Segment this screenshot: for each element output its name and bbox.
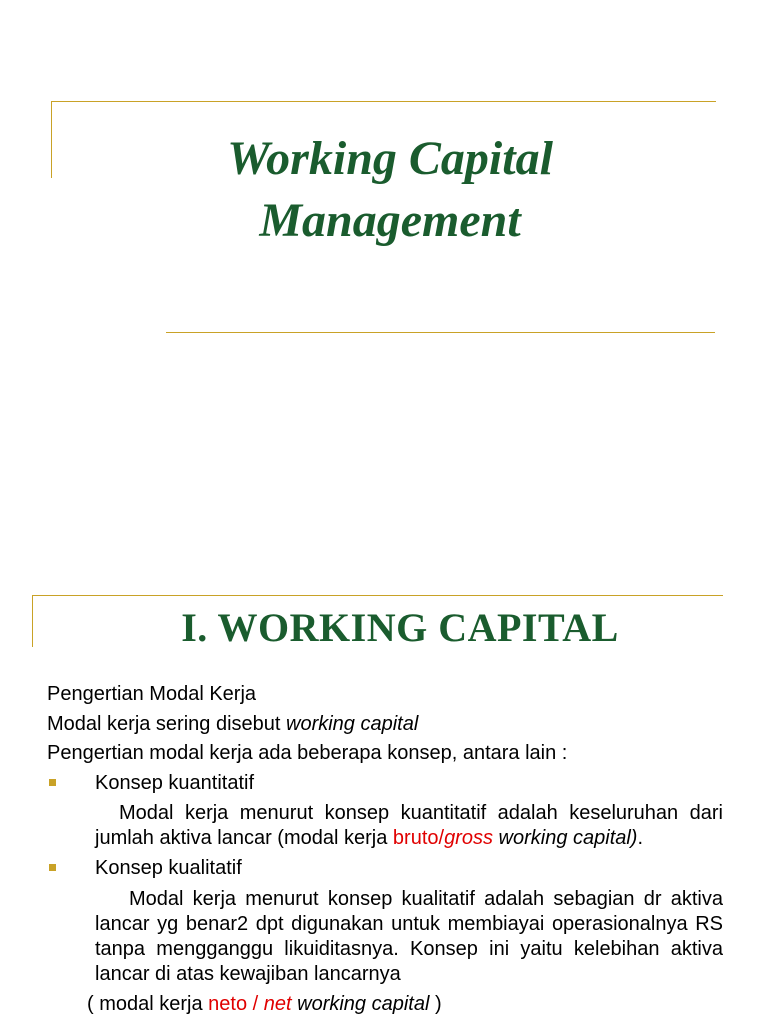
- square-bullet-icon: [49, 779, 56, 786]
- body-line-concepts: Pengertian modal kerja ada beberapa konsep, antara lain :: [47, 742, 568, 764]
- bullet-label: Konsep kualitatif: [95, 857, 242, 879]
- bullet-text-quantitative: Modal kerja menurut konsep kuantitatif adalah keseluruhan dari jumlah aktiva lancar (modal kerja bruto/gross working capital).: [95, 802, 723, 849]
- square-bullet-icon: [49, 864, 56, 871]
- slide-title: [50, 128, 730, 252]
- section-heading: I. WORKING CAPITAL: [181, 605, 619, 650]
- slide-body: [47, 680, 723, 1018]
- bullet-item-qualitative: [47, 854, 723, 884]
- body-line-net-working-capital: ( modal kerja neto / net working capital ): [87, 992, 442, 1015]
- content-slide: [0, 576, 768, 1024]
- title-line-1: Working Capital: [227, 132, 553, 185]
- bullet-text-qualitative: Modal kerja menurut konsep kualitatif adalah sebagian dr aktiva lancar yg benar2 dpt digunakan untuk membiayai operasionalnya RS tanpa mengganggu likuiditasnya. Konsep ini yaitu kelebihan aktiva lancar di atas kewajiban lancarnya: [95, 887, 723, 985]
- bullet-item-quantitative: [47, 769, 723, 799]
- left-rule: [32, 595, 33, 647]
- title-line-2: Management: [259, 194, 521, 247]
- top-rule: [32, 595, 723, 596]
- bullet-label: Konsep kuantitatif: [95, 771, 254, 794]
- body-line-definition: Pengertian Modal Kerja: [47, 683, 257, 705]
- body-line-alias: Modal kerja sering disebut working capital: [47, 712, 419, 735]
- top-rule: [51, 101, 716, 102]
- bottom-rule: [166, 332, 715, 333]
